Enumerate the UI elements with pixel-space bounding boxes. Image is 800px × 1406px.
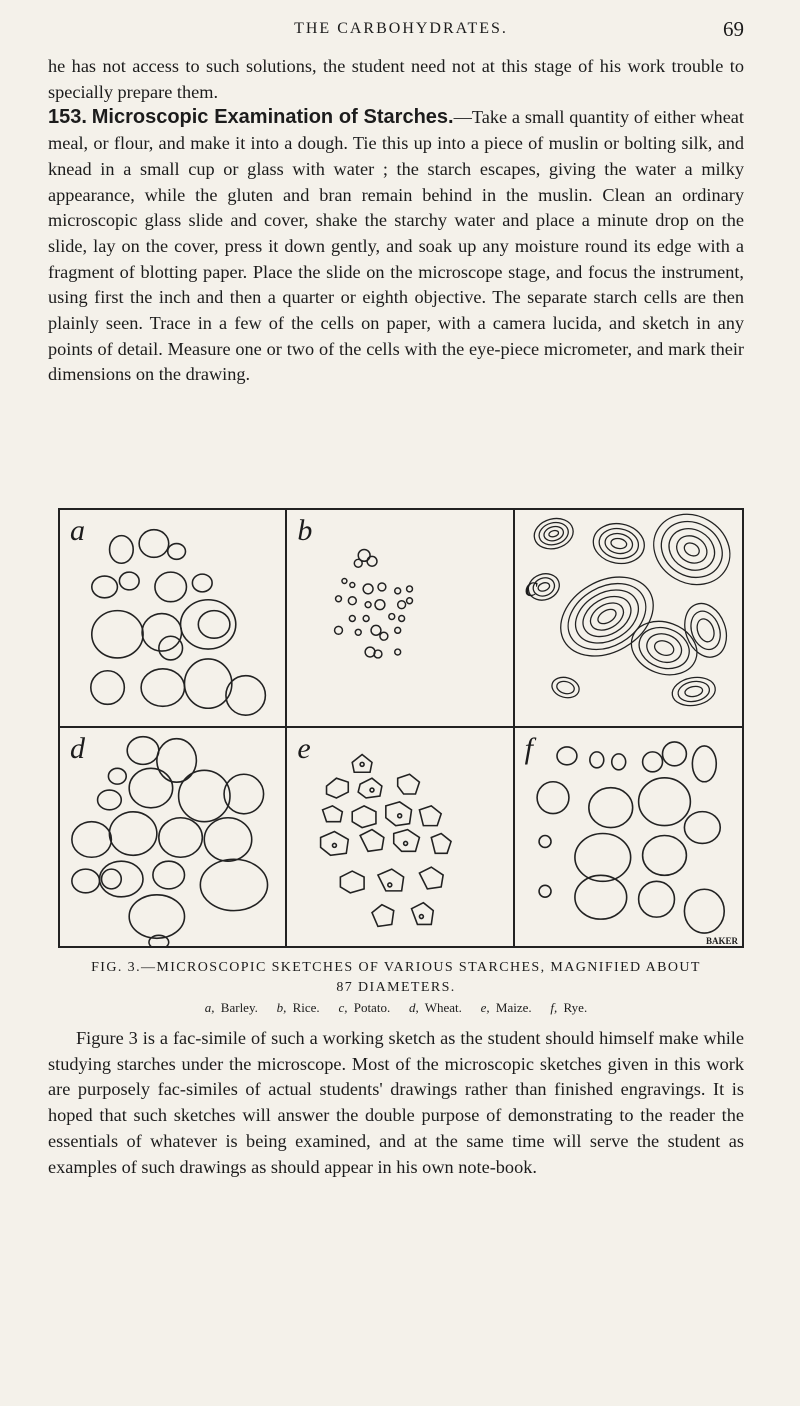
granule: [575, 834, 631, 882]
granule: [110, 536, 134, 564]
granule: [181, 600, 236, 649]
granule: [395, 588, 401, 594]
granule: [557, 747, 577, 765]
rice-sketch: [287, 510, 512, 726]
legend-item: b, Rice.: [276, 1000, 320, 1015]
granule: [119, 572, 139, 590]
granule: [407, 598, 413, 604]
granule: [323, 806, 343, 822]
panel-rice: [287, 510, 514, 728]
granule: [684, 812, 720, 844]
granule: [398, 774, 420, 794]
rye-sketch: [515, 728, 742, 946]
granule-hilum: [398, 814, 402, 818]
granule: [395, 649, 401, 655]
granule: [394, 830, 420, 852]
barley-sketch: [60, 510, 285, 726]
panel-wheat: [60, 728, 287, 946]
granule: [589, 788, 633, 828]
legend-item: f, Rye.: [550, 1000, 588, 1015]
granule: [546, 561, 667, 672]
granule: [72, 869, 100, 893]
granule-hilum: [388, 883, 392, 887]
section-heading: Microscopic Examination of Starches.: [91, 106, 454, 129]
granule: [398, 601, 406, 609]
engraver-signature: BAKER: [705, 936, 738, 946]
granule: [108, 768, 126, 784]
granule: [642, 752, 662, 772]
granule: [168, 544, 186, 560]
legend-item: a, Barley.: [204, 1000, 258, 1015]
granule-hilum: [404, 841, 408, 845]
granule: [530, 514, 576, 553]
granule: [184, 659, 231, 708]
panel-barley: [60, 510, 287, 728]
granule: [72, 822, 112, 858]
panel-rye: [515, 728, 742, 946]
maize-sketch: [287, 728, 512, 946]
granule: [399, 616, 405, 622]
granule: [335, 626, 343, 634]
granule: [139, 530, 169, 558]
granule: [371, 625, 381, 635]
granule: [350, 616, 356, 622]
granule: [372, 905, 394, 927]
granule: [200, 859, 267, 910]
section-153-text: [48, 54, 744, 388]
granule: [98, 790, 122, 810]
panel-letter-d: d: [70, 732, 85, 765]
figure-caption: [48, 958, 744, 998]
section-body: Take a small quantity of either wheat meal, or flour, and make it into a dough. Tie this up into a piece of muslin or bolting silk, and knead in a small cup or glass with water ; the starch escapes, giving the water a milky appearance, while the gluten and bran remain behind in the muslin. Clean an ordinary microscopic glass slide and cover, shake the starchy water and place a minute drop on the slide, lay on the cover, press it down gently, and soak up any moisture round its edge with a fragment of blotting paper. Place the slide on the microscope stage, and focus the instrument, using first the inch and then a quarter or eighth objective. The separate starch cells are then plainly seen. Trace in a few of the cells on paper, with a camera lucida, and sketch in any points of detail. Measure one or two of the cells with the eye-piece micrometer, and mark their dimensions on the drawing.: [48, 107, 745, 385]
legend-item: d, Wheat.: [408, 1000, 462, 1015]
panel-letter-c: c: [524, 570, 538, 603]
granule: [642, 836, 686, 876]
granule: [350, 582, 355, 587]
granule: [92, 576, 118, 598]
panel-potato: [515, 510, 742, 728]
granule: [153, 861, 185, 889]
caption-line-1: FIG. 3.—MICROSCOPIC SKETCHES OF VARIOUS STARCHES, MAGNIFIED ABOUT: [91, 960, 701, 975]
granule: [360, 830, 384, 852]
granule: [198, 611, 230, 639]
granule: [611, 754, 625, 770]
granule: [363, 584, 373, 594]
granule: [129, 895, 184, 938]
figure-legend: [48, 1000, 744, 1016]
granule: [432, 834, 452, 854]
panel-letter-e: e: [297, 732, 311, 765]
granule: [590, 520, 647, 568]
granule: [356, 629, 362, 635]
section-number: 153.: [48, 106, 87, 129]
granule: [367, 556, 377, 566]
granule: [539, 885, 551, 897]
closing-text: [48, 1026, 744, 1180]
granule: [363, 616, 369, 622]
granule-hilum: [333, 843, 337, 847]
section-dash: —: [453, 107, 472, 128]
granule-hilum: [370, 788, 374, 792]
granule: [353, 754, 373, 772]
granule: [692, 746, 716, 782]
granule: [641, 510, 742, 598]
granule: [670, 674, 718, 709]
granule: [353, 806, 377, 828]
granule: [407, 586, 413, 592]
granule: [149, 935, 169, 946]
granule: [539, 836, 551, 848]
granule: [355, 559, 363, 567]
granule: [420, 867, 444, 889]
granule: [378, 869, 404, 891]
granule: [389, 614, 395, 620]
granule: [157, 739, 197, 782]
granule: [155, 572, 187, 602]
granule: [141, 669, 184, 706]
granule: [395, 627, 401, 633]
running-head: THE CARBOHYDRATES.: [294, 20, 508, 37]
granule: [204, 818, 251, 861]
granule: [226, 676, 265, 715]
panel-letter-b: b: [297, 514, 313, 547]
granule: [349, 597, 357, 605]
intro-paragraph: he has not access to such solutions, the student need not at this stage of his work trouble to specially prepare them.: [48, 56, 744, 102]
granule: [375, 600, 385, 610]
granule: [358, 778, 382, 798]
granule: [537, 782, 569, 814]
granule: [142, 614, 181, 651]
granule: [102, 869, 122, 889]
granule: [341, 871, 365, 893]
granule: [92, 611, 143, 658]
granule: [677, 598, 733, 663]
starch-figure: [58, 508, 744, 948]
granule: [589, 752, 603, 768]
granule: [549, 674, 581, 700]
panel-letter-a: a: [70, 514, 85, 547]
granule: [91, 671, 125, 705]
granule: [638, 881, 674, 917]
granule: [378, 583, 386, 591]
potato-sketch: [515, 510, 742, 726]
granule: [327, 778, 349, 798]
page-number: 69: [723, 17, 744, 41]
granule: [380, 632, 388, 640]
legend-item: c, Potato.: [338, 1000, 391, 1015]
granule: [420, 806, 442, 826]
closing-paragraph: Figure 3 is a fac-simile of such a working sketch as the student should himself make while studying starches under the microscope. Most of the microscopic sketches given in this work are purposely fac-similes of actual students' drawings rather than finished engravings. It is hoped that such sketches will answer the double purpose of demonstrating to the reader the essentials of whatever is being examined, and at the same time will serve the student as examples of such drawings as should appear in his own note-book.: [48, 1028, 744, 1177]
wheat-sketch: [60, 728, 285, 946]
caption-line-2: 87 DIAMETERS.: [336, 980, 456, 995]
section-paragraph: [48, 105, 744, 388]
granule: [109, 812, 156, 855]
granule: [684, 889, 724, 933]
granule: [624, 613, 705, 684]
granule: [662, 742, 686, 766]
granule: [412, 903, 434, 925]
granule: [159, 636, 183, 660]
panel-maize: [287, 728, 514, 946]
legend-item: e, Maize.: [480, 1000, 532, 1015]
granule: [129, 768, 172, 808]
granule: [638, 778, 690, 826]
panel-letter-f: f: [524, 732, 533, 765]
granule: [192, 574, 212, 592]
granule: [179, 770, 230, 821]
granule: [127, 737, 159, 765]
granule-hilum: [420, 915, 424, 919]
granule: [336, 596, 342, 602]
granule: [365, 602, 371, 608]
granule-hilum: [360, 762, 364, 766]
granule: [342, 579, 347, 584]
granule: [159, 818, 202, 858]
